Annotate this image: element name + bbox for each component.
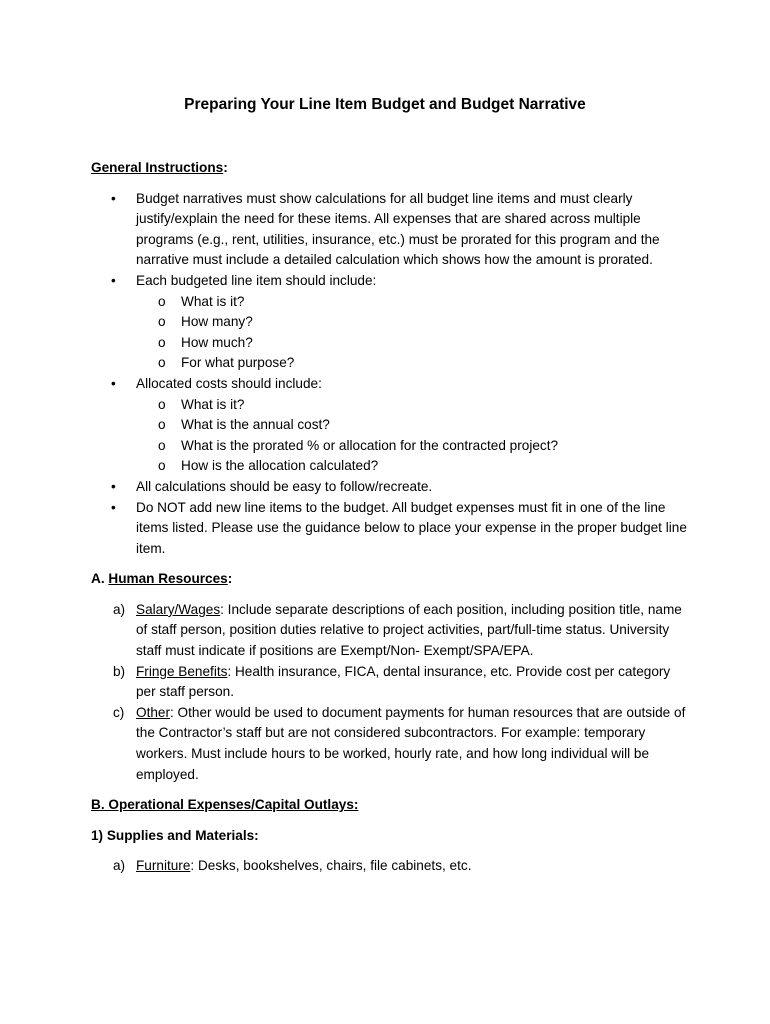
- bullet-icon: •: [111, 190, 116, 206]
- sub-list: [136, 395, 691, 477]
- general-instructions-heading: [91, 158, 691, 179]
- list-marker: a): [113, 601, 126, 617]
- sub-list-item: [136, 415, 691, 436]
- sub-list-item: [136, 436, 691, 457]
- item-text: : Other would be used to document payments for human resources that are outside of the Contractor’s staff but are not considered subcontractors. For example: temporary workers. Must include hours to be worked, hourly rate, and how long individual will be employed.: [136, 704, 686, 782]
- sub-list-item: [136, 312, 691, 333]
- list-item-text: Budget narratives must show calculations for all budget line items and must clearly justify/explain the need for these items. All expenses that are shared across multiple programs (e.g., rent, utilities, insurance, etc.) must be prorated for this program and the narrative must include a detailed calculation which shows how the amount is prorated.: [136, 190, 660, 268]
- list-item-text: Each budgeted line item should include:: [136, 272, 377, 288]
- section-b-list: [91, 856, 691, 877]
- list-item-text: Do NOT add new line items to the budget. All budget expenses must fit in one of the line items listed. Please use the guidance below to place your expense in the proper budget line item.: [136, 499, 687, 556]
- list-item: [91, 662, 691, 703]
- sub-list-item-text: What is it?: [181, 396, 245, 412]
- item-text: : Desks, bookshelves, chairs, file cabinets, etc.: [190, 858, 472, 874]
- list-item: [91, 600, 691, 662]
- section-a-prefix: A.: [91, 571, 109, 587]
- list-item: [91, 271, 691, 374]
- sub-list-item-text: For what purpose?: [181, 355, 295, 371]
- list-item: [91, 703, 691, 785]
- circle-bullet-icon: o: [158, 355, 166, 371]
- list-marker: b): [113, 663, 126, 679]
- section-b-subheading: 1) Supplies and Materials:: [91, 827, 259, 843]
- bullet-icon: •: [111, 272, 116, 288]
- bullet-icon: •: [111, 499, 116, 515]
- general-instructions-list: [91, 189, 691, 560]
- list-item-text: All calculations should be easy to follow/recreate.: [136, 478, 433, 494]
- item-text: : Include separate descriptions of each position, including position title, name of staff person, position duties relative to project activities, part/full-time status. University staff must indicate if positions are Exempt/Non- Exempt/SPA/EPA.: [136, 601, 682, 659]
- list-item: [91, 856, 691, 877]
- document-title: Preparing Your Line Item Budget and Budget Narrative: [184, 96, 586, 113]
- sub-list-item-text: What is the prorated % or allocation for the contracted project?: [181, 437, 559, 453]
- item-term: Fringe Benefits: [136, 663, 228, 679]
- sub-list-item: [136, 292, 691, 313]
- section-a-heading-text: Human Resources: [108, 571, 228, 587]
- list-marker: c): [113, 704, 125, 720]
- sub-list-item-text: What is it?: [181, 293, 245, 309]
- document-body: [91, 158, 691, 877]
- bullet-icon: •: [111, 375, 116, 391]
- list-item: [91, 498, 691, 560]
- sub-list-item: [136, 353, 691, 374]
- sub-list-item: [136, 456, 691, 477]
- circle-bullet-icon: o: [158, 396, 166, 412]
- section-a-list: [91, 600, 691, 785]
- sub-list-item-text: How is the allocation calculated?: [181, 458, 379, 474]
- list-item-text: Allocated costs should include:: [136, 375, 322, 391]
- section-a-heading: [91, 569, 691, 590]
- circle-bullet-icon: o: [158, 437, 166, 453]
- item-term: Salary/Wages: [136, 601, 221, 617]
- sub-list-item: [136, 395, 691, 416]
- circle-bullet-icon: o: [158, 458, 166, 474]
- item-term: Furniture: [136, 858, 191, 874]
- bullet-icon: •: [111, 478, 116, 494]
- sub-list-item-text: How much?: [181, 334, 253, 350]
- item-text: : Health insurance, FICA, dental insurance, etc. Provide cost per category per staff person.: [136, 663, 671, 700]
- sub-list-item-text: How many?: [181, 314, 253, 330]
- list-item: [91, 477, 691, 498]
- list-item: [91, 189, 691, 271]
- item-term: Other: [136, 704, 170, 720]
- section-b-heading-text: B. Operational Expenses/Capital Outlays:: [91, 797, 359, 813]
- list-marker: a): [113, 858, 126, 874]
- list-item: [91, 374, 691, 477]
- circle-bullet-icon: o: [158, 293, 166, 309]
- section-a-colon: :: [227, 571, 233, 587]
- sub-list: [136, 292, 691, 374]
- general-instructions-heading-text: General Instructions: [91, 160, 224, 175]
- sub-list-item: [136, 333, 691, 354]
- general-instructions-colon: :: [223, 160, 228, 175]
- circle-bullet-icon: o: [158, 314, 166, 330]
- circle-bullet-icon: o: [158, 334, 166, 350]
- sub-list-item-text: What is the annual cost?: [181, 417, 330, 433]
- section-b-heading: [91, 795, 691, 816]
- circle-bullet-icon: o: [158, 417, 166, 433]
